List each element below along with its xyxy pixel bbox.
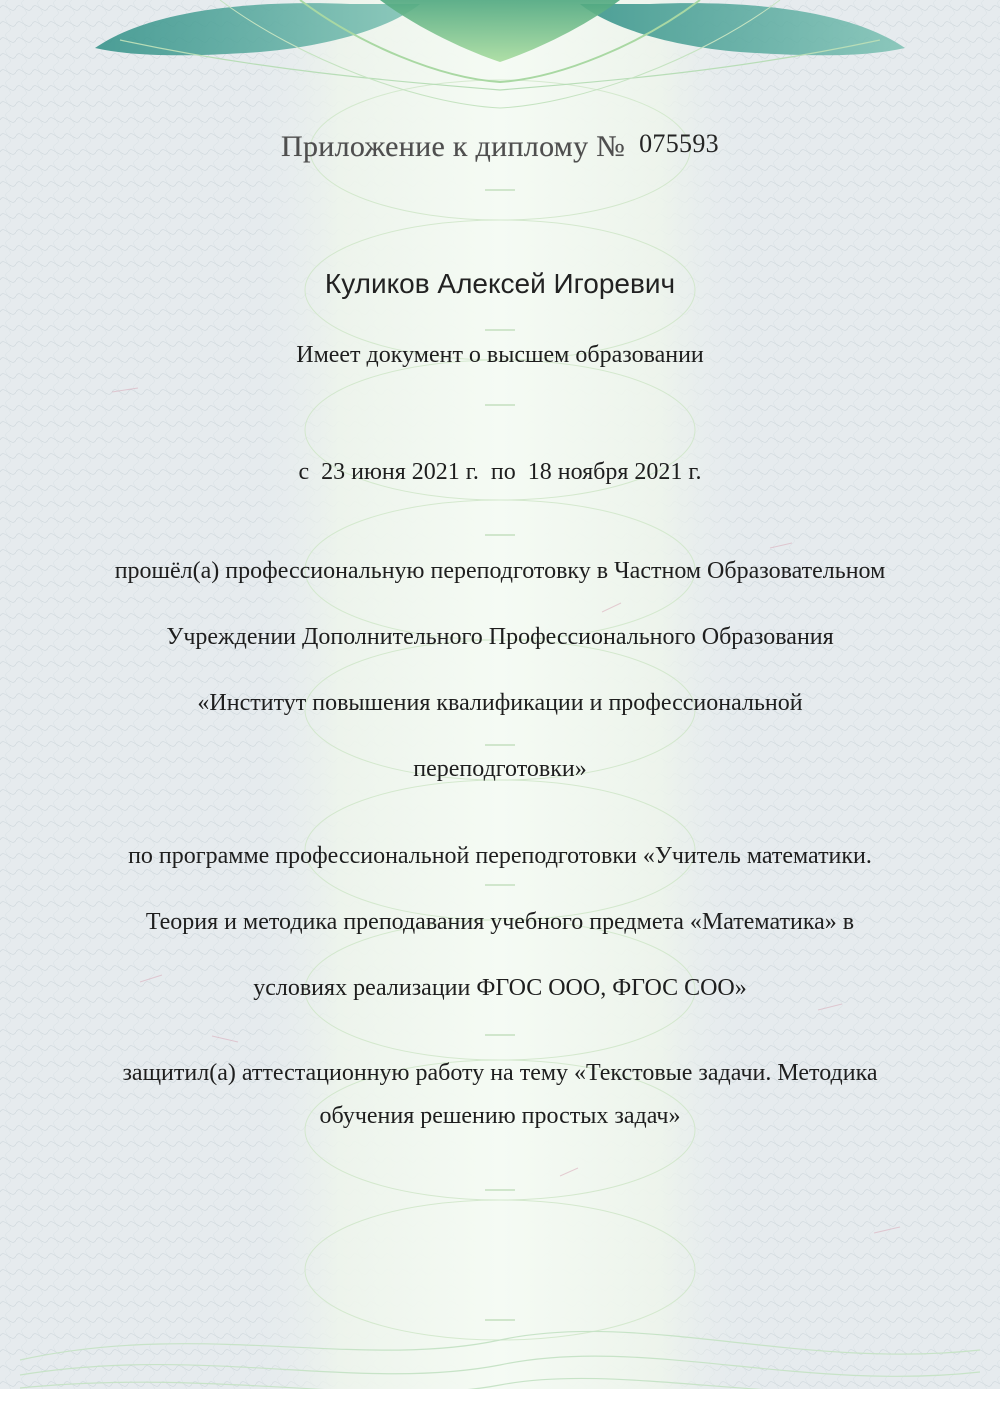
diploma-number: 075593 [639,129,719,158]
institution-line: прошёл(а) профессиональную переподготовку в Частном Образовательном [114,558,886,584]
end-date: 18 ноября 2021 г. [527,459,702,485]
institution-line: «Институт повышения квалификации и профессиональной [197,690,803,716]
thesis-line: обучения решению простых задач» [319,1103,681,1129]
appendix-heading [0,130,1000,164]
scan-bottom-margin [0,1389,1000,1419]
institution-line: Учреждении Дополнительного Профессионального Образования [166,624,834,650]
program-line: условиях реализации ФГОС ООО, ФГОС СОО» [253,975,747,1001]
start-date: 23 июня 2021 г. [321,459,479,485]
institution-line: переподготовки» [413,756,587,782]
dates-prefix: с [298,459,310,485]
education-note: Имеет документ о высшем образовании [296,342,704,368]
appendix-heading-label: Приложение к диплому № [281,130,626,163]
person-name: Куликов Алексей Игоревич [324,268,676,299]
thesis-line: защитил(а) аттестационную работу на тему «Текстовые задачи. Методика [122,1060,878,1086]
program-line: Теория и методика преподавания учебного предмета «Математика» в [145,909,855,935]
study-dates [0,459,1000,486]
dates-middle: по [490,459,516,485]
program-line: по программе профессиональной переподготовки «Учитель математики. [128,843,872,869]
